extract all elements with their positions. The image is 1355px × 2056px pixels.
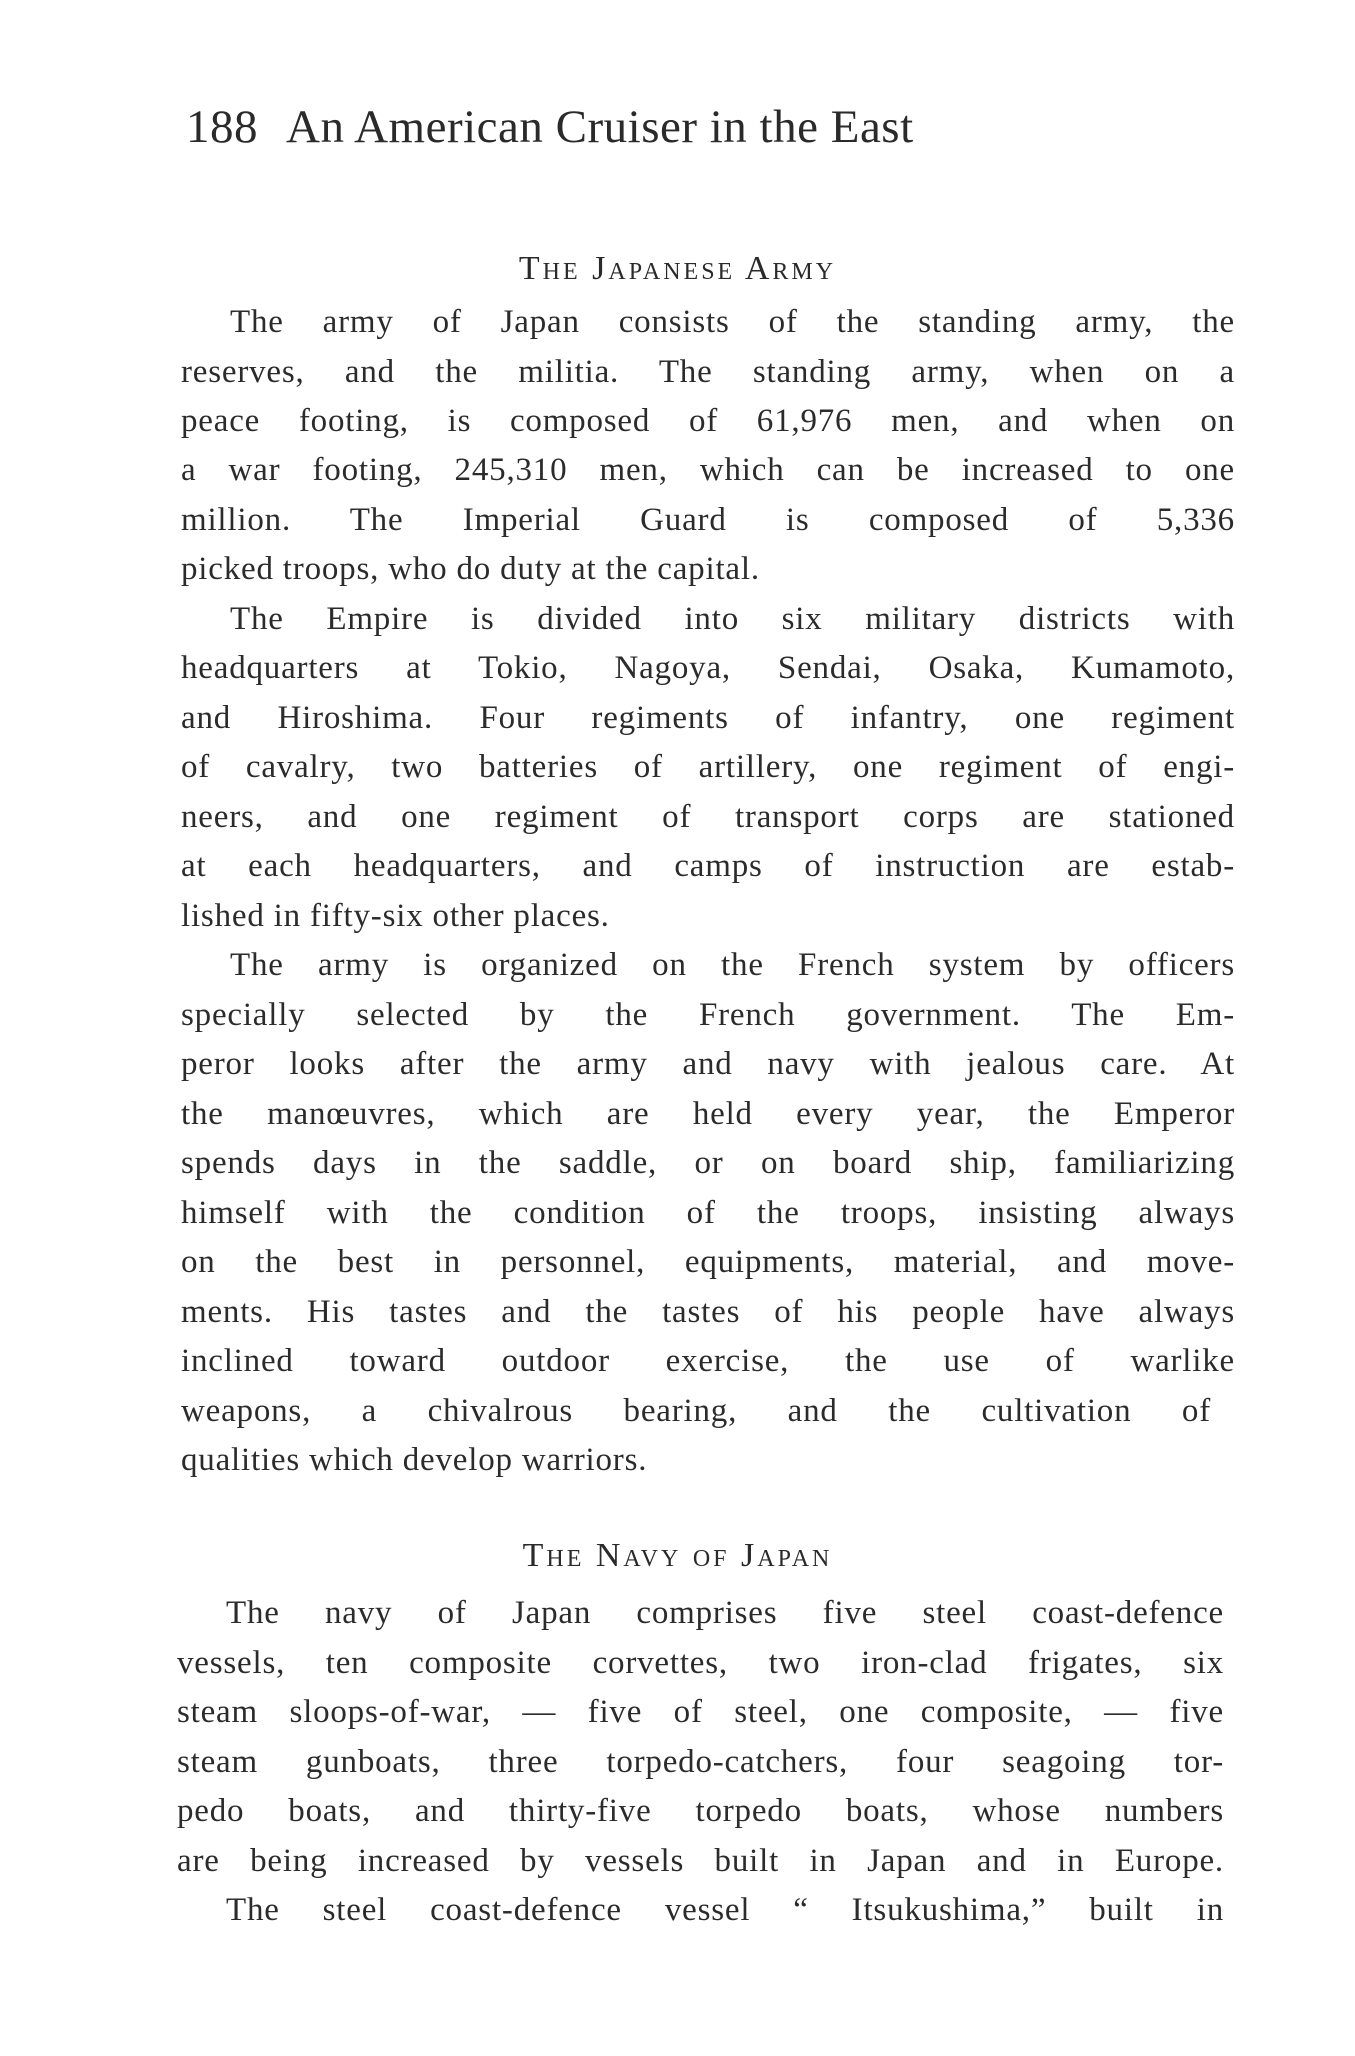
text-line: himself with the condition of the troops, insisting always: [181, 1195, 1235, 1231]
text-line: lished in fifty-six other places.: [181, 898, 610, 934]
text-line: of cavalry, two batteries of artillery, one regiment of engi-: [181, 749, 1235, 785]
text-line: ments. His tastes and the tastes of his people have always: [181, 1294, 1235, 1330]
book-title: An American Cruiser in the East: [286, 101, 914, 153]
text-line: The Empire is divided into six military districts with: [230, 601, 1235, 637]
text-line: inclined toward outdoor exercise, the use of warlike: [181, 1343, 1235, 1379]
running-head: [186, 100, 914, 154]
text-line: The navy of Japan comprises five steel coast-defence: [226, 1595, 1224, 1631]
text-line: steam sloops-of-war, — five of steel, one composite, — five: [177, 1694, 1224, 1730]
section-heading-japanese-army: The Japanese Army: [518, 250, 837, 287]
text-line: reserves, and the militia. The standing army, when on a: [181, 354, 1235, 390]
text-line: picked troops, who do duty at the capital.: [181, 551, 760, 587]
text-line: at each headquarters, and camps of instruction are estab-: [181, 848, 1235, 884]
text-line: steam gunboats, three torpedo-catchers, four seagoing tor-: [177, 1744, 1224, 1780]
text-line: neers, and one regiment of transport corps are stationed: [181, 799, 1235, 835]
text-line: specially selected by the French government. The Em-: [181, 997, 1235, 1033]
text-line: vessels, ten composite corvettes, two iron-clad frigates, six: [177, 1645, 1224, 1681]
text-line: a war footing, 245,310 men, which can be increased to one: [181, 452, 1235, 488]
text-line: million. The Imperial Guard is composed of 5,336: [181, 502, 1235, 538]
text-line: headquarters at Tokio, Nagoya, Sendai, Osaka, Kumamoto,: [181, 650, 1235, 686]
text-line: pedo boats, and thirty-five torpedo boats, whose numbers: [177, 1793, 1224, 1829]
text-line: and Hiroshima. Four regiments of infantry, one regiment: [181, 700, 1235, 736]
text-line: qualities which develop warriors.: [181, 1442, 648, 1478]
text-line: are being increased by vessels built in Japan and in Europe.: [177, 1843, 1224, 1879]
text-line: on the best in personnel, equipments, material, and move-: [181, 1244, 1235, 1280]
text-line: the manœuvres, which are held every year, the Emperor: [181, 1096, 1235, 1132]
text-line: peror looks after the army and navy with jealous care. At: [181, 1046, 1235, 1082]
text-line: spends days in the saddle, or on board ship, familiarizing: [181, 1145, 1235, 1181]
text-line: weapons, a chivalrous bearing, and the cultivation of: [181, 1393, 1211, 1429]
text-line: peace footing, is composed of 61,976 men, and when on: [181, 403, 1235, 439]
text-line: The army of Japan consists of the standing army, the: [230, 304, 1235, 340]
text-line: The steel coast-defence vessel “ Itsukushima,” built in: [226, 1892, 1224, 1928]
page-number: 188: [186, 101, 258, 153]
section-heading-navy-of-japan: The Navy of Japan: [522, 1537, 833, 1574]
text-line: The army is organized on the French system by officers: [230, 947, 1235, 983]
